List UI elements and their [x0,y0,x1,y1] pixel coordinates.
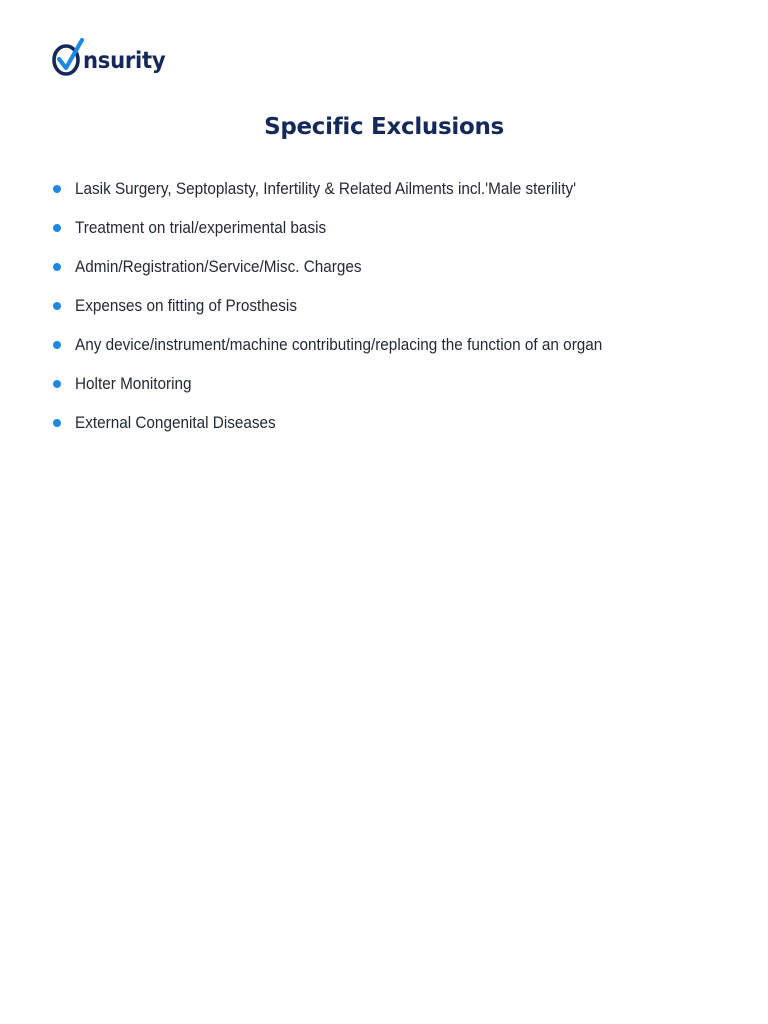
logo-wordmark: nsurity [83,48,166,74]
list-item-text: Any device/instrument/machine contributing/replacing the function of an organ [75,335,603,354]
bullet-icon [53,380,61,388]
list-item [53,256,661,295]
bullet-icon [53,419,61,427]
list-item-text: Treatment on trial/experimental basis [75,218,327,237]
list-item [53,178,661,217]
list-item-text: Admin/Registration/Service/Misc. Charges [75,257,362,276]
bullet-icon [53,263,61,271]
list-item-text: Holter Monitoring [75,374,192,393]
bullet-icon [53,302,61,310]
list-item-text: Lasik Surgery, Septoplasty, Infertility & Related Ailments incl.'Male sterility' [75,179,577,198]
list-item [53,412,661,451]
bullet-icon [53,341,61,349]
brand-logo [51,34,173,80]
list-item-text: Expenses on fitting of Prosthesis [75,296,297,315]
list-item [53,373,661,412]
list-item [53,334,661,373]
bullet-icon [53,185,61,193]
list-item [53,217,661,256]
list-item [53,295,661,334]
page-title: Specific Exclusions [264,114,504,140]
list-item-text: External Congenital Diseases [75,413,276,432]
checkmark-logo-icon [51,36,85,78]
exclusions-list [53,178,661,451]
bullet-icon [53,224,61,232]
